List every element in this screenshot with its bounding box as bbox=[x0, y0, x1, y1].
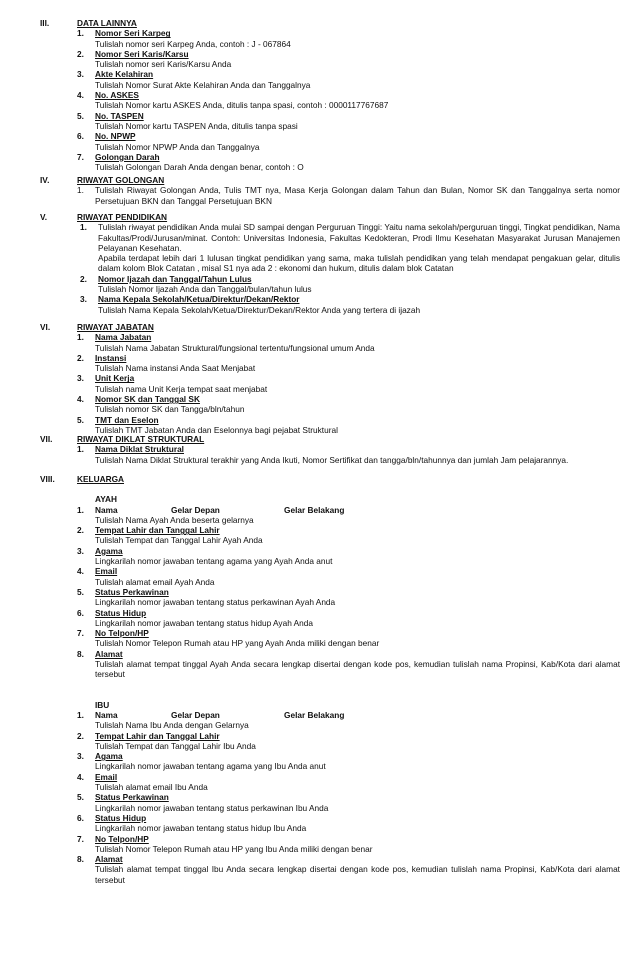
item-number: 1. bbox=[77, 504, 84, 515]
list-item bbox=[77, 294, 620, 315]
section-title: RIWAYAT JABATAN bbox=[77, 322, 154, 332]
name-label: Nama bbox=[95, 709, 118, 720]
item-desc: Lingkarilah nomor jawaban tentang agama yang Ibu Anda anut bbox=[95, 761, 326, 772]
item-number: 6. bbox=[77, 607, 84, 618]
item-number: 6. bbox=[77, 812, 84, 823]
list-item bbox=[77, 185, 620, 206]
item-desc: Tulislah Nama Ibu Anda dengan Gelarnya bbox=[95, 720, 249, 731]
item-desc: Tulislah Golongan Darah Anda dengan benar, contoh : O bbox=[95, 162, 304, 173]
list-item bbox=[77, 152, 620, 173]
item-number: 1. bbox=[77, 28, 84, 39]
list-item bbox=[77, 373, 620, 394]
item-desc: Lingkarilah nomor jawaban tentang status hidup Ibu Anda bbox=[95, 823, 307, 834]
item-desc: Tulislah nama Unit Kerja tempat saat menjabat bbox=[95, 383, 268, 394]
subsection-title-ayah: AYAH bbox=[95, 494, 117, 505]
list-item bbox=[77, 353, 620, 374]
item-number: 5. bbox=[77, 586, 84, 597]
item-number: 1. bbox=[77, 709, 84, 720]
section-number: VII. bbox=[40, 434, 53, 444]
item-title: Status Perkawinan bbox=[95, 792, 169, 803]
item-desc: Tulislah alamat email Ibu Anda bbox=[95, 782, 208, 793]
section-title: RIWAYAT PENDIDIKAN bbox=[77, 212, 168, 222]
item-desc: Tulislah Nomor kartu ASKES Anda, ditulis tanpa spasi, contoh : 0000117767687 bbox=[95, 100, 389, 111]
item-number: 3. bbox=[77, 69, 84, 80]
item-title: Agama bbox=[95, 545, 123, 556]
item-number: 2. bbox=[80, 273, 87, 284]
item-title: Nomor Ijazah dan Tanggal/Tahun Lulus bbox=[98, 273, 252, 284]
list-item bbox=[77, 772, 620, 793]
list-item bbox=[77, 394, 620, 415]
item-desc: Tulislah alamat email Ayah Anda bbox=[95, 576, 215, 587]
item-number: 4. bbox=[77, 394, 84, 405]
list-item bbox=[77, 332, 620, 353]
list-item bbox=[77, 28, 620, 49]
section-number: V. bbox=[40, 212, 48, 222]
item-number: 4. bbox=[77, 566, 84, 577]
item-desc: Tulislah nomor SK dan Tangga/bln/tahun bbox=[95, 404, 245, 415]
section-number: VIII. bbox=[40, 474, 55, 484]
item-desc: Lingkarilah nomor jawaban tentang status perkawinan Ayah Anda bbox=[95, 597, 336, 608]
item-number: 2. bbox=[77, 730, 84, 741]
item-title: Alamat bbox=[95, 648, 123, 659]
list-item bbox=[77, 90, 620, 111]
front-title-label: Gelar Depan bbox=[171, 504, 220, 515]
list-item bbox=[77, 274, 620, 295]
item-number: 6. bbox=[77, 131, 84, 142]
item-title: Agama bbox=[95, 751, 123, 762]
front-title-label: Gelar Depan bbox=[171, 709, 220, 720]
item-desc: Tulislah nomor seri Karis/Karsu Anda bbox=[95, 59, 232, 70]
item-number: 5. bbox=[77, 110, 84, 121]
section-number: VI. bbox=[40, 322, 51, 332]
item-title: Email bbox=[95, 771, 118, 782]
item-number: 5. bbox=[77, 792, 84, 803]
item-desc: Tulislah TMT Jabatan Anda dan Eselonnya bagi pejabat Struktural bbox=[95, 424, 338, 435]
subsection-title-ibu: IBU bbox=[95, 699, 110, 710]
list-item bbox=[77, 834, 620, 855]
list-item bbox=[77, 608, 620, 629]
list-item bbox=[77, 49, 620, 70]
section-title: RIWAYAT DIKLAT STRUKTURAL bbox=[77, 434, 205, 444]
list-item bbox=[77, 546, 620, 567]
item-title: Nama Diklat Struktural bbox=[95, 444, 184, 455]
item-title: No Telpon/HP bbox=[95, 833, 149, 844]
section-title: KELUARGA bbox=[77, 474, 125, 484]
section-number: IV. bbox=[40, 175, 50, 185]
list-item bbox=[77, 587, 620, 608]
item-desc: Tulislah Nomor kartu TASPEN Anda, ditulis tanpa spasi bbox=[95, 120, 298, 131]
name-label: Nama bbox=[95, 504, 118, 515]
item-desc: Tulislah Nama Jabatan Struktural/fungsional tertentu/fungsional umum Anda bbox=[95, 342, 375, 353]
item-title: TMT dan Eselon bbox=[95, 414, 159, 425]
item-desc: Tulislah Tempat dan Tanggal Lahir Ayah Anda bbox=[95, 535, 263, 546]
item-number: 1. bbox=[77, 444, 84, 455]
item-desc: Tulislah nomor seri Karpeg Anda, contoh : J - 067864 bbox=[95, 38, 291, 49]
item-desc: Tulislah Nama Kepala Sekolah/Ketua/Direktur/Dekan/Rektor Anda yang tertera di ijazah bbox=[98, 304, 421, 315]
item-number: 3. bbox=[77, 545, 84, 556]
list-item bbox=[77, 731, 620, 752]
item-number: 7. bbox=[77, 628, 84, 639]
item-title: Tempat Lahir dan Tanggal Lahir bbox=[95, 525, 220, 536]
list-item bbox=[77, 111, 620, 132]
item-number: 4. bbox=[77, 90, 84, 101]
item-desc: Tulislah Tempat dan Tanggal Lahir Ibu Anda bbox=[95, 740, 256, 751]
back-title-label: Gelar Belakang bbox=[284, 504, 345, 515]
item-number: 1. bbox=[77, 185, 84, 196]
item-title: Akte Kelahiran bbox=[95, 69, 154, 80]
list-item bbox=[77, 792, 620, 813]
list-item bbox=[77, 415, 620, 436]
item-desc: Tulislah Nama Diklat Struktural terakhir yang Anda Ikuti, Nomor Sertifikat dan tangga/bln/tahunnya dan jumlah Jam pelajarannya. bbox=[95, 454, 569, 465]
item-title: Nomor SK dan Tanggal SK bbox=[95, 394, 200, 405]
item-desc: Lingkarilah nomor jawaban tentang status perkawinan Ibu Anda bbox=[95, 802, 329, 813]
list-item bbox=[77, 131, 620, 152]
section-riwayat-golongan bbox=[40, 175, 620, 206]
item-title: Unit Kerja bbox=[95, 373, 135, 384]
item-title: Status Hidup bbox=[95, 607, 147, 618]
item-number: 8. bbox=[77, 648, 84, 659]
list-item bbox=[77, 813, 620, 834]
item-title: Nama Jabatan bbox=[95, 332, 152, 343]
item-number: 5. bbox=[77, 414, 84, 425]
item-number: 7. bbox=[77, 833, 84, 844]
item-title: Nama Kepala Sekolah/Ketua/Direktur/Dekan/Rektor bbox=[98, 294, 300, 305]
item-title: Tempat Lahir dan Tanggal Lahir bbox=[95, 730, 220, 741]
list-item bbox=[77, 222, 620, 273]
item-title: Status Perkawinan bbox=[95, 586, 169, 597]
item-number: 1. bbox=[80, 222, 87, 233]
item-title: No. ASKES bbox=[95, 90, 139, 101]
item-title: Alamat bbox=[95, 854, 123, 865]
item-desc-extra: Apabila terdapat lebih dari 1 lulusan tingkat pendidikan yang sama, maka tulislah pendidikan yang telah mendapat pengakuan gelar, ditulis dalam kolom Blok Catatan , misal S1 nya ada 2 : ekonomi dan hukum, ditulis dalam blok Catatan bbox=[98, 253, 620, 274]
list-item bbox=[77, 854, 620, 885]
item-title: No Telpon/HP bbox=[95, 628, 149, 639]
section-title: RIWAYAT GOLONGAN bbox=[77, 175, 165, 185]
item-desc: Tulislah Nomor NPWP Anda dan Tanggalnya bbox=[95, 141, 260, 152]
item-title: Email bbox=[95, 566, 118, 577]
item-desc: Tulislah alamat tempat tinggal Ayah Anda secara lengkap disertai dengan kode pos, kemudian tulislah nama Propinsi, Kab/Kota dari alamat tersebut bbox=[95, 659, 620, 680]
item-desc: Lingkarilah nomor jawaban tentang agama yang Ayah Anda anut bbox=[95, 556, 333, 567]
item-desc: Tulislah Nomor Telepon Rumah atau HP yang Ibu Anda miliki dengan benar bbox=[95, 843, 373, 854]
item-desc: Tulislah alamat tempat tinggal Ibu Anda secara lengkap disertai dengan kode pos, kemudian tulislah nama Propinsi, Kab/Kota dari alamat tersebut bbox=[95, 864, 620, 885]
item-number: 2. bbox=[77, 48, 84, 59]
name-columns bbox=[95, 710, 620, 720]
section-data-lainnya bbox=[40, 18, 620, 172]
item-desc: Tulislah riwayat pendidikan Anda mulai SD sampai dengan Perguruan Tinggi: Yaitu nama sekolah/perguruan tinggi, Tingkat pendidikan, Nama Fakultas/Prodi/Jurusan/minat. Contoh: Universitas Indonesia, Fakultas Kedokteran, Prodi Ilmu Kesehatan Masyarakat Jurusan Manajemen Pelayanan Kesehatan. bbox=[98, 222, 620, 253]
list-item bbox=[77, 525, 620, 546]
list-item bbox=[77, 710, 620, 731]
section-riwayat-jabatan bbox=[40, 322, 620, 435]
item-desc: Tulislah Nama instansi Anda Saat Menjabat bbox=[95, 363, 256, 374]
item-number: 7. bbox=[77, 151, 84, 162]
item-desc: Tulislah Nama Ayah Anda beserta gelarnya bbox=[95, 514, 254, 525]
item-title: Golongan Darah bbox=[95, 151, 160, 162]
item-number: 2. bbox=[77, 352, 84, 363]
item-number: 8. bbox=[77, 854, 84, 865]
list-item bbox=[77, 505, 620, 526]
item-title: Nomor Seri Karpeg bbox=[95, 28, 171, 39]
item-title: Status Hidup bbox=[95, 812, 147, 823]
section-riwayat-diklat bbox=[40, 434, 620, 465]
item-desc: Lingkarilah nomor jawaban tentang status hidup Ayah Anda bbox=[95, 617, 314, 628]
item-desc: Tulislah Nomor Ijazah Anda dan Tanggal/bulan/tahun lulus bbox=[98, 284, 312, 295]
item-number: 3. bbox=[77, 751, 84, 762]
item-number: 3. bbox=[77, 373, 84, 384]
item-desc: Tulislah Riwayat Golongan Anda, Tulis TMT nya, Masa Kerja Golongan dalam Tahun dan Bulan, Nomor SK dan Tanggalnya serta nomor Persetujuan BKN dan Tanggal Persetujuan BKN bbox=[95, 185, 620, 206]
item-number: 2. bbox=[77, 525, 84, 536]
back-title-label: Gelar Belakang bbox=[284, 709, 345, 720]
list-item bbox=[77, 628, 620, 649]
list-item bbox=[77, 69, 620, 90]
list-item bbox=[77, 444, 620, 465]
section-keluarga bbox=[40, 474, 620, 885]
item-title: No. TASPEN bbox=[95, 110, 144, 121]
item-number: 1. bbox=[77, 332, 84, 343]
list-item bbox=[77, 751, 620, 772]
item-desc: Tulislah Nomor Telepon Rumah atau HP yang Ayah Anda miliki dengan benar bbox=[95, 638, 380, 649]
item-title: Instansi bbox=[95, 352, 127, 363]
list-item bbox=[77, 649, 620, 680]
item-title: No. NPWP bbox=[95, 131, 136, 142]
list-item bbox=[77, 566, 620, 587]
name-columns bbox=[95, 505, 620, 515]
item-number: 3. bbox=[80, 294, 87, 305]
item-title: Nomor Seri Karis/Karsu bbox=[95, 48, 189, 59]
section-title: DATA LAINNYA bbox=[77, 18, 137, 28]
section-riwayat-pendidikan bbox=[40, 212, 620, 315]
item-desc: Tulislah Nomor Surat Akte Kelahiran Anda dan Tanggalnya bbox=[95, 79, 311, 90]
item-number: 4. bbox=[77, 771, 84, 782]
section-number: III. bbox=[40, 18, 50, 28]
